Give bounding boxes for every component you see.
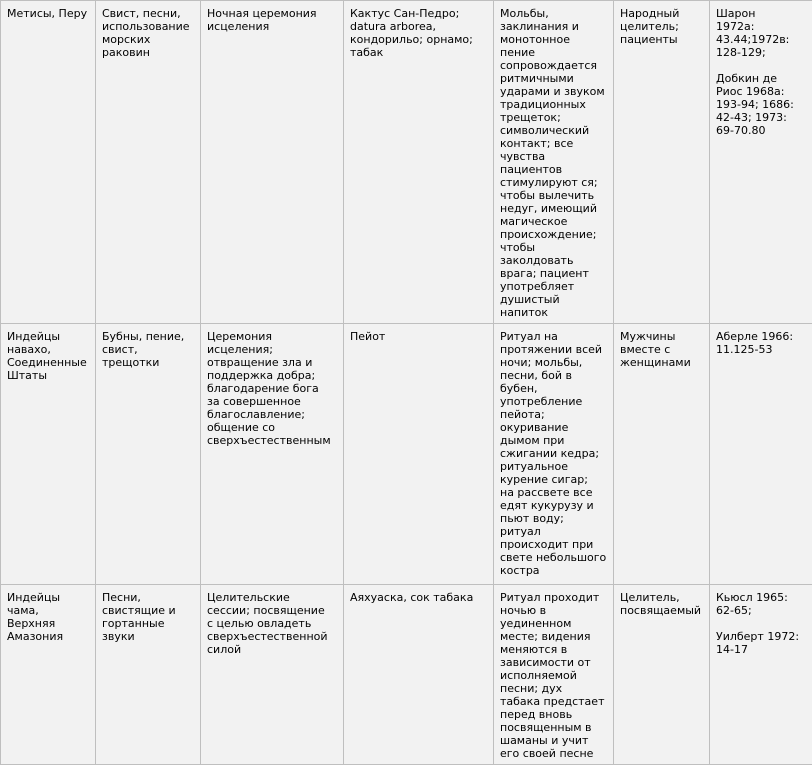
cell-line: магическое: [500, 215, 568, 228]
cell-line: сверхъестественной: [207, 630, 328, 643]
cell-line: 1972а:: [716, 20, 755, 33]
cell-line: монотонное: [500, 33, 570, 46]
cell-line: его своей песне: [500, 747, 594, 760]
cell-line: Мольбы,: [500, 7, 549, 20]
cell-music: [96, 585, 201, 765]
cell-line: навахо,: [7, 343, 51, 356]
cell-ritual: [201, 324, 344, 585]
cell-line: Свист, песни,: [102, 7, 181, 20]
table-row: [1, 324, 812, 585]
cell-line: врага; пациент: [500, 267, 589, 280]
cell-line: протяжении всей: [500, 343, 603, 356]
cell-line: вместе с: [620, 343, 671, 356]
cell-line: исполняемой: [500, 669, 577, 682]
cell-line: посвящаемый: [620, 604, 702, 617]
cell-participants: [614, 585, 710, 765]
cell-line: стимулируют ся;: [500, 176, 598, 189]
table-row: [1, 585, 812, 765]
cell-line: с целью овладеть: [207, 617, 312, 630]
cell-line: Бубны, пение,: [102, 330, 185, 343]
cell-line: за совершенное: [207, 395, 301, 408]
cell-line: заколдовать: [500, 254, 574, 267]
cell-substance: [344, 324, 494, 585]
cell-participants: [614, 1, 710, 324]
cell-line: 69-70.80: [716, 124, 766, 137]
cell-line: на рассвете все: [500, 486, 593, 499]
cell-line: благодарение бога: [207, 382, 319, 395]
cell-line: Ритуал на: [500, 330, 558, 343]
cell-line: ритуал: [500, 525, 541, 538]
cell-line: Аберле 1966:: [716, 330, 794, 343]
cell-line: пациенты: [620, 33, 678, 46]
cell-participants: [614, 324, 710, 585]
cell-line: пациентов: [500, 163, 563, 176]
cell-line: исцеления;: [207, 343, 273, 356]
cell-substance: [344, 585, 494, 765]
cell-line: Народный: [620, 7, 680, 20]
cell-line: 193-94; 1686:: [716, 98, 794, 111]
cell-line: Мужчины: [620, 330, 676, 343]
cell-line: шаманы и учит: [500, 734, 589, 747]
cell-line: ритуальное: [500, 460, 568, 473]
table-body: [1, 1, 812, 765]
cell-line: пейота;: [500, 408, 545, 421]
cell-line: едят кукурузу и: [500, 499, 594, 512]
cell-line: общение со: [207, 421, 276, 434]
cell-line: кондорильо; орнамо;: [350, 33, 473, 46]
cell-sources: [710, 585, 812, 765]
cell-line: символический: [500, 124, 590, 137]
cell-line: Ночная церемония: [207, 7, 317, 20]
cell-line: зависимости от: [500, 656, 591, 669]
cell-line: окуривание: [500, 421, 569, 434]
cell-line: 42-43; 1973:: [716, 111, 787, 124]
cell-line: посвященным в: [500, 721, 592, 734]
cell-line: отвращение зла и: [207, 356, 313, 369]
cell-line: раковин: [102, 46, 150, 59]
cell-line: недуг, имеющий: [500, 202, 597, 215]
cell-line: происхождение;: [500, 228, 597, 241]
cell-line: благославление;: [207, 408, 305, 421]
cell-line: чтобы вылечить: [500, 189, 595, 202]
cell-line: свистящие и: [102, 604, 176, 617]
cell-line: трещеток;: [500, 111, 561, 124]
cell-line: 43.44;1972в:: [716, 33, 790, 46]
cell-line: пение: [500, 46, 536, 59]
cell-line: уединенном: [500, 617, 572, 630]
cell-line: Шарон: [716, 7, 756, 20]
cell-line: душистый: [500, 293, 560, 306]
cell-line: гортанные: [102, 617, 165, 630]
cell-line: курение сигар;: [500, 473, 588, 486]
cell-line: 128-129;: [716, 46, 766, 59]
cell-line: чувства: [500, 150, 546, 163]
cell-ritual: [201, 1, 344, 324]
cell-people: [1, 585, 96, 765]
cell-line: ночью в: [500, 604, 547, 617]
cell-music: [96, 324, 201, 585]
cell-line: Аяхуаска, сок табака: [350, 591, 474, 604]
cell-line: Верхняя: [7, 617, 56, 630]
cell-line: табак: [350, 46, 384, 59]
cell-line: сверхъестественным: [207, 434, 331, 447]
cell-line: традиционных: [500, 98, 586, 111]
cell-line: силой: [207, 643, 242, 656]
cell-line: Соединенные: [7, 356, 87, 369]
cell-line: свете небольшого: [500, 551, 607, 564]
cell-description: [494, 324, 614, 585]
cell-line: Амазония: [7, 630, 64, 643]
cell-ritual: [201, 585, 344, 765]
cell-line: использование: [102, 20, 190, 33]
cell-line: Индейцы: [7, 591, 61, 604]
cell-line: свист,: [102, 343, 138, 356]
cell-line: Кьюсл 1965:: [716, 591, 788, 604]
cell-substance: [344, 1, 494, 324]
cell-line: Добкин де: [716, 72, 777, 85]
cell-description: [494, 585, 614, 765]
cell-line: целитель;: [620, 20, 679, 33]
cell-line: 62-65;: [716, 604, 752, 617]
cell-people: [1, 1, 96, 324]
cell-line: сессии; посвящение: [207, 604, 325, 617]
cell-line: чама,: [7, 604, 39, 617]
cell-line: сопровождается: [500, 59, 597, 72]
cell-line: меняются в: [500, 643, 568, 656]
cell-line: Целитель,: [620, 591, 680, 604]
cell-line: ударами и звуком: [500, 85, 605, 98]
cell-line: песни; дух: [500, 682, 563, 695]
source-gap: [716, 617, 807, 630]
cell-line: Ритуал проходит: [500, 591, 600, 604]
cell-line: месте; видения: [500, 630, 591, 643]
cell-sources: [710, 324, 812, 585]
cell-sources: [710, 1, 812, 324]
cell-line: Церемония: [207, 330, 273, 343]
cell-line: Пейот: [350, 330, 386, 343]
table-row: [1, 1, 812, 324]
cell-line: пьют воду;: [500, 512, 564, 525]
cell-line: чтобы: [500, 241, 536, 254]
cell-line: морских: [102, 33, 151, 46]
source-gap: [716, 59, 807, 72]
cell-line: Индейцы: [7, 330, 61, 343]
cell-line: datura arborea,: [350, 20, 437, 33]
cell-line: ночи; мольбы,: [500, 356, 583, 369]
cell-line: звуки: [102, 630, 135, 643]
cell-line: Уилберт 1972:: [716, 630, 800, 643]
cell-line: дымом при: [500, 434, 565, 447]
cell-description: [494, 1, 614, 324]
cell-line: Целительские: [207, 591, 290, 604]
cell-line: 14-17: [716, 643, 748, 656]
cell-line: Штаты: [7, 369, 48, 382]
cell-line: происходит при: [500, 538, 594, 551]
cell-line: перед вновь: [500, 708, 573, 721]
cell-line: употребляет: [500, 280, 575, 293]
cell-line: ритмичными: [500, 72, 574, 85]
cell-line: Песни,: [102, 591, 141, 604]
cell-line: заклинания и: [500, 20, 579, 33]
cell-music: [96, 1, 201, 324]
cell-line: песни, бой в: [500, 369, 572, 382]
cell-line: Метисы, Перу: [7, 7, 88, 20]
cell-people: [1, 324, 96, 585]
cell-line: костра: [500, 564, 540, 577]
cell-line: трещотки: [102, 356, 160, 369]
cell-line: исцеления: [207, 20, 270, 33]
cell-line: женщинами: [620, 356, 691, 369]
cell-line: поддержка добра;: [207, 369, 316, 382]
cell-line: Кактус Сан-Педро;: [350, 7, 460, 20]
cell-line: употребление: [500, 395, 583, 408]
cell-line: бубен,: [500, 382, 538, 395]
cell-line: контакт; все: [500, 137, 574, 150]
cell-line: напиток: [500, 306, 549, 319]
cell-line: Риос 1968а:: [716, 85, 785, 98]
cell-line: сжигании кедра;: [500, 447, 600, 460]
cell-line: 11.125-53: [716, 343, 773, 356]
cell-line: табака предстает: [500, 695, 605, 708]
